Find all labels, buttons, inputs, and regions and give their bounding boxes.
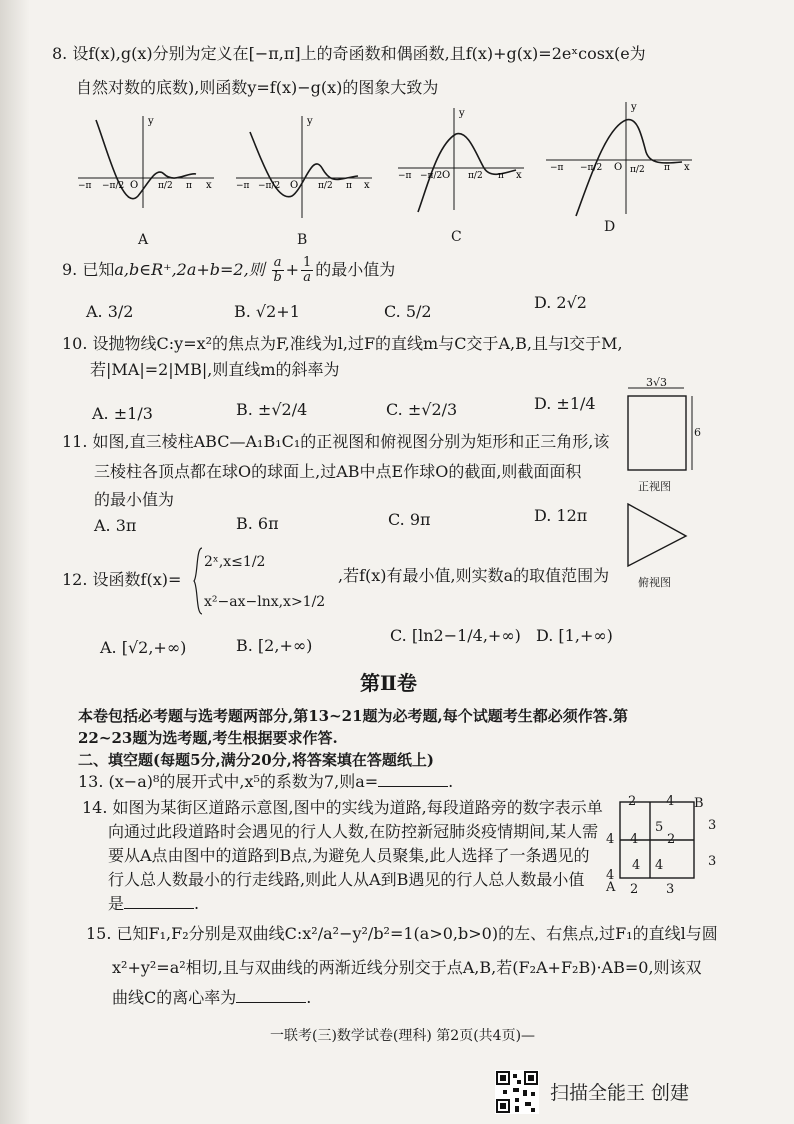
front-view-figure [624, 384, 700, 476]
q12-option-d: D. [1,+∞) [536, 626, 613, 645]
part2-title: 第Ⅱ卷 [360, 671, 417, 695]
svg-text:y: y [148, 116, 154, 127]
q14-answer-blank [124, 894, 194, 909]
q8-line2: 自然对数的底数),则函数y=f(x)−g(x)的图象大致为 [76, 78, 439, 97]
q12-stem-a: 12. 设函数f(x)= [62, 570, 182, 589]
q14-bottom-label-2: 3 [666, 882, 675, 897]
q9-option-d: D. 2√2 [534, 293, 587, 312]
q14-inner-label-5b: 4 [632, 858, 641, 873]
q15-line3-text: 曲线C的离心率为 [112, 988, 237, 1007]
svg-text:−π/2: −π/2 [102, 181, 125, 191]
svg-text:π/2: π/2 [630, 165, 645, 175]
q9-stem-b: a,b∈R⁺,2a+b=2,则 [114, 260, 265, 279]
q12-option-c: C. [ln2−1/4,+∞) [390, 626, 521, 645]
svg-text:π: π [346, 181, 352, 191]
svg-text:π: π [186, 181, 192, 191]
q14-point-a: A [606, 880, 616, 895]
q15-line1: 15. 已知F₁,F₂分别是双曲线C:x²/a²−y²/b²=1(a>0,b>0)的左、右焦点,过F₁的直线l与圆 [86, 924, 718, 943]
q10-option-b: B. ±√2/4 [236, 400, 308, 419]
front-view-caption: 正视图 [638, 480, 671, 493]
q8-graph-d [546, 98, 696, 218]
q14-left-label-1: 4 [606, 832, 615, 847]
svg-text:−π: −π [78, 181, 92, 191]
q11-line2: 三棱柱各顶点都在球O的球面上,过AB中点E作球O的截面,则截面面积 [94, 462, 582, 481]
q14-line3: 要从A点由图中的道路到B点,为避免人员聚集,此人选择了一条遇见的 [108, 846, 590, 865]
q14-top-label-1: 2 [628, 794, 637, 809]
q11-option-a: A. 3π [94, 516, 137, 535]
q14-inner-label-4: 4 [655, 858, 664, 873]
q14-inner-label-2: 5 [655, 820, 664, 835]
q9-option-b: B. √2+1 [234, 302, 300, 321]
scan-edge [0, 0, 30, 1124]
svg-text:−π: −π [236, 181, 250, 191]
q14-line5-text: 是 [108, 894, 125, 913]
q14-top-label-2: 4 [666, 794, 675, 809]
q8-label-c: C [451, 229, 462, 245]
q14-line2: 向通过此段道路时会遇见的行人人数,在防控新冠肺炎疫情期间,某人需 [108, 822, 599, 841]
q13-text: 13. (x−a)⁸的展开式中,x⁵的系数为7,则a= [78, 772, 379, 791]
q11-option-d: D. 12π [534, 506, 588, 525]
q8-graph-b [236, 112, 376, 222]
scanner-watermark: 扫描全能王 创建 [550, 1082, 690, 1104]
q10-option-d: D. ±1/4 [534, 394, 596, 413]
q14-line5: 是 . [108, 894, 200, 913]
svg-text:O: O [130, 180, 139, 191]
q14-bottom-label-1: 2 [630, 882, 639, 897]
q10-option-c: C. ±√2/3 [386, 400, 458, 419]
top-view-caption: 俯视图 [638, 576, 671, 589]
qr-code-icon [495, 1070, 539, 1114]
q8-label-b: B [297, 232, 308, 248]
top-view-figure [624, 500, 690, 570]
page-footer: 一联考(三)数学试卷(理科) 第2页(共4页)— [270, 1028, 536, 1044]
q15-line3: 曲线C的离心率为 . [112, 988, 312, 1007]
front-view-height-label: 6 [694, 426, 701, 439]
q10-line1: 10. 设抛物线C:y=x²的焦点为F,准线为l,过F的直线m与C交于A,B,且与l交于M, [62, 334, 623, 353]
svg-text:O: O [290, 180, 299, 191]
q9-option-c: C. 5/2 [384, 302, 432, 321]
q14-line4: 行人总人数最小的行走线路,则此人从A到B遇见的行人总人数最小值 [108, 870, 585, 889]
svg-text:π/2: π/2 [468, 171, 483, 181]
q12-stem-b: ,若f(x)有最小值,则实数a的取值范围为 [338, 566, 610, 585]
svg-text:−π/2: −π/2 [258, 181, 281, 191]
q14-inner-label-3: 2 [667, 832, 676, 847]
svg-text:x: x [364, 180, 370, 191]
svg-text:π: π [664, 163, 670, 173]
q9-option-a: A. 3/2 [86, 302, 134, 321]
q14-line1: 14. 如图为某街区道路示意图,图中的实线为道路,每段道路旁的数字表示单 [82, 798, 603, 817]
q13-line: 13. (x−a)⁸的展开式中,x⁵的系数为7,则a= . [78, 772, 454, 791]
q11-line3: 的最小值为 [94, 490, 175, 509]
svg-text:π: π [498, 171, 504, 181]
svg-text:π/2: π/2 [158, 181, 173, 191]
q14-left-label-2: 4 [606, 868, 615, 883]
q12-piece-2: x²−ax−lnx,x>1/2 [204, 594, 326, 610]
part2-intro-2: 22~23题为选考题,考生根据要求作答. [78, 729, 338, 747]
q9-stem-c: 的最小值为 [315, 260, 396, 279]
q8-line1: 8. 设f(x),g(x)分别为定义在[−π,π]上的奇函数和偶函数,且f(x)+g(x)=2eˣcosx(e为 [52, 44, 646, 63]
svg-text:−π: −π [550, 163, 564, 173]
front-view-width-label: 3√3 [646, 376, 668, 389]
q10-line2: 若|MA|=2|MB|,则直线m的斜率为 [90, 360, 340, 379]
svg-text:y: y [631, 102, 637, 113]
svg-text:−π/2: −π/2 [420, 171, 443, 181]
q8-label-d: D [604, 219, 616, 235]
q9-stem: 9. 已知a,b∈R⁺,2a+b=2,则 $\frac{a}{b}$ + $\frac{1}{a}$ 的最小值为 [62, 255, 396, 285]
svg-text:y: y [307, 116, 313, 127]
svg-text:−π/2: −π/2 [580, 163, 603, 173]
q9-stem-a: 9. 已知 [62, 260, 115, 279]
q8-graph-a [78, 112, 218, 212]
svg-text:O: O [614, 162, 623, 173]
svg-text:O: O [442, 170, 451, 181]
fill-blank-header: 二、填空题(每题5分,满分20分,将答案填在答题纸上) [78, 751, 434, 769]
q9-frac-2: $\frac{1}{a}$ [302, 255, 312, 285]
svg-text:x: x [516, 170, 522, 181]
q14-inner-label-1: 4 [630, 832, 639, 847]
q15-answer-blank [236, 988, 306, 1003]
part2-intro-1: 本卷包括必考题与选考题两部分,第13~21题为必考题,每个试题考生都必须作答.第 [78, 707, 628, 725]
svg-text:−π: −π [398, 171, 412, 181]
q11-line1: 11. 如图,直三棱柱ABC—A₁B₁C₁的正视图和俯视图分别为矩形和正三角形,该 [62, 432, 610, 451]
q11-option-b: B. 6π [236, 514, 279, 533]
svg-text:y: y [459, 108, 465, 119]
q14-right-label-1: 3 [708, 818, 717, 833]
q15-line2: x²+y²=a²相切,且与双曲线的两渐近线分别交于点A,B,若(F₂A+F₂B)·AB=0,则该双 [112, 958, 702, 977]
q11-option-c: C. 9π [388, 510, 431, 529]
q8-label-a: A [138, 232, 149, 248]
q12-option-a: A. [√2,+∞) [100, 638, 187, 657]
q12-brace [192, 546, 204, 616]
q8-graph-c [398, 104, 528, 214]
q14-right-label-2: 3 [708, 854, 717, 869]
q10-option-a: A. ±1/3 [92, 404, 153, 423]
q12-piece-1: 2ˣ,x≤1/2 [204, 554, 266, 570]
q13-answer-blank [378, 772, 448, 787]
q12-option-b: B. [2,+∞) [236, 636, 313, 655]
svg-text:π/2: π/2 [318, 181, 333, 191]
svg-text:x: x [206, 180, 212, 191]
svg-text:x: x [684, 162, 690, 173]
q9-frac-1: $\frac{a}{b}$ [273, 255, 282, 285]
q14-point-b: B [694, 796, 704, 811]
